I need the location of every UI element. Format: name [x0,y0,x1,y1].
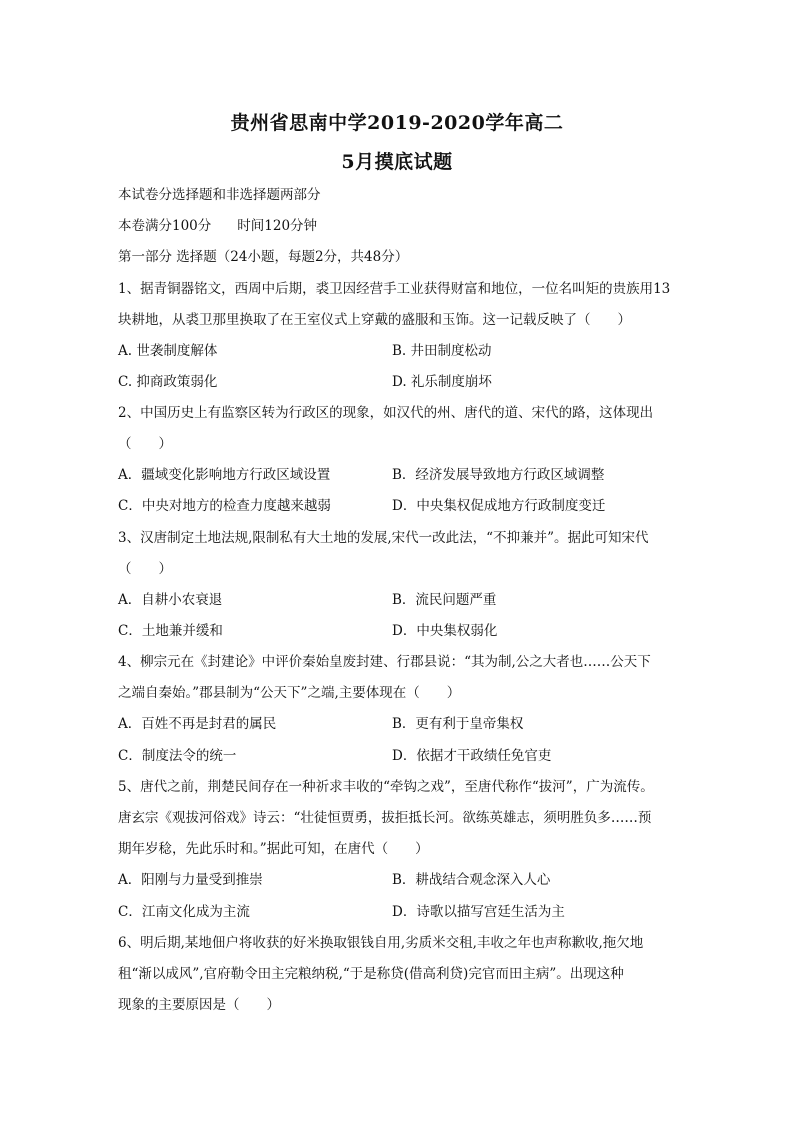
question-2-option-c: C．中央对地方的检查力度越来越弱 [118,498,331,514]
question-4-option-d: D．依据才干政绩任免官吏 [392,748,552,764]
exam-title-line1: 贵州省思南中学2019-2020学年高二 [230,112,564,134]
question-5-option-c: C．江南文化成为主流 [118,904,250,920]
question-1-stem-line2: 块耕地，从裘卫那里换取了在王室仪式上穿戴的盛服和玉饰。这一记载反映了（ ） [118,312,631,328]
question-3-option-d: D．中央集权弱化 [392,623,498,639]
full-score-text: 本卷满分100分 [118,218,212,234]
question-6-stem-line2: 租“渐以成风”,官府勒令田主完粮纳税,“于是称贷(借高利贷)完官而田主病”。出现这种 [118,966,624,982]
question-5-option-a: A．阳刚与力量受到推崇 [118,872,263,888]
question-5-option-b: B．耕战结合观念深入人心 [392,872,551,888]
time-text: 时间120分钟 [237,218,318,234]
exam-title-line2: 5月摸底试题 [341,151,453,173]
question-5-stem-line2: 唐玄宗《观拔河俗戏》诗云：“壮徒恒贾勇，拔拒抵长河。欲练英雄志，须明胜负多……预 [118,810,652,826]
question-2-option-b: B．经济发展导致地方行政区域调整 [392,467,605,483]
question-2-option-d: D．中央集权促成地方行政制度变迁 [392,498,606,514]
question-3-option-c: C．土地兼并缓和 [118,623,223,639]
question-2-stem-line1: 2、中国历史上有监察区转为行政区的现象，如汉代的州、唐代的道、宋代的路，这体现出 [118,405,654,421]
question-5-stem-line1: 5、唐代之前，荆楚民间存在一种祈求丰收的“牵钩之戏”，至唐代称作“拔河”，广为流传。 [118,779,654,795]
question-3-stem-line2: （ ） [118,561,172,577]
question-1-option-b: B. 井田制度松动 [392,343,492,359]
question-2-stem-line2: （ ） [118,436,172,452]
question-1-option-c: C. 抑商政策弱化 [118,374,218,390]
question-2-option-a: A．疆域变化影响地方行政区域设置 [118,467,331,483]
question-4-stem-line1: 4、柳宗元在《封建论》中评价秦始皇废封建、行郡县说：“其为制,公之大者也……公天下 [118,654,651,670]
question-5-stem-line3: 期年岁稔，先此乐时和。”据此可知，在唐代（ ） [118,841,429,857]
question-6-stem-line1: 6、明后期,某地佃户将收获的好米换取银钱自用,劣质米交租,丰收之年也声称歉收,拖欠地 [118,935,644,951]
question-4-option-b: B．更有利于皇帝集权 [392,716,524,732]
score-time-line [118,216,317,236]
intro-line: 本试卷分选择题和非选择题两部分 [118,187,321,203]
question-4-stem-line2: 之端自秦始。”郡县制为“公天下”之端,主要体现在（ ） [118,685,461,701]
question-3-stem-line1: 3、汉唐制定土地法规,限制私有大土地的发展,宋代一改此法，“不抑兼并”。据此可知宋代 [118,530,649,546]
section-heading: 第一部分 选择题（24小题，每题2分，共48分） [118,249,409,265]
question-4-option-c: C．制度法令的统一 [118,748,237,764]
question-1-option-d: D. 礼乐制度崩坏 [392,374,492,390]
question-3-option-b: B．流民问题严重 [392,592,497,608]
question-1-stem-line1: 1、据青铜器铭文，西周中后期，裘卫因经营手工业获得财富和地位，一位名叫矩的贵族用13 [118,281,671,297]
question-4-option-a: A．百姓不再是封君的属民 [118,716,277,732]
question-3-option-a: A．自耕小农衰退 [118,592,223,608]
question-1-option-a: A. 世袭制度解体 [118,343,218,359]
question-5-option-d: D．诗歌以描写宫廷生活为主 [392,904,565,920]
question-6-stem-line3: 现象的主要原因是（ ） [118,997,280,1013]
